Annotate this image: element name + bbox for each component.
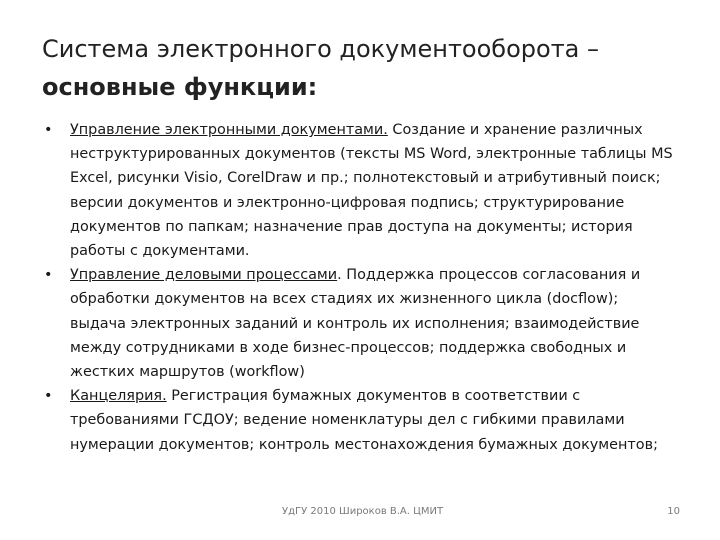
bullet-heading: Управление деловыми процессами [70, 267, 338, 284]
bullet-text: Регистрация бумажных документов в соответствии с требованиями ГСДОУ; ведение номенклатуры дел с гибкими правилами нумерации документов; контроль местонахождения бумажных документов; [70, 388, 658, 453]
bullet-marker: • [44, 267, 53, 284]
bullet-heading: Управление электронными документами. [70, 122, 388, 138]
bullet-marker: • [44, 122, 53, 138]
bullet-text: Создание и хранение различных неструктурированных документов (тексты MS Word, электронные таблицы MS Excel, рисунки Visio, CorelDraw и пр.; полнотекстовый и атрибутивный поиск; версии документов и электронно-цифровая подпись; структурирование документов по папкам; назначение прав доступа на документы; история работы с документами. [70, 122, 673, 260]
slide-title-line1: Система электронного документооборота – [42, 35, 600, 63]
bullet-item-document-management [44, 118, 676, 263]
bullet-item-business-process-management [44, 263, 676, 384]
slide-footer: УдГУ 2010 Широков В.А. ЦМИТ [282, 506, 444, 517]
page-number: 10 [667, 506, 680, 517]
slide-title-line2: основные функции: [42, 73, 318, 101]
bullet-item-chancellery [44, 384, 676, 457]
bullet-text: . Поддержка процессов согласования и обработки документов на всех стадиях их жизненного цикла (docflow); выдача электронных заданий и контроль их исполнения; взаимодействие между сотрудниками в ходе бизнес-процессов; поддержка свободных и жестких маршрутов (workflow) [70, 267, 641, 381]
bullet-marker: • [44, 388, 53, 405]
bullet-heading: Канцелярия. [70, 388, 167, 405]
bullet-list [44, 118, 676, 457]
slide-title [42, 30, 702, 106]
